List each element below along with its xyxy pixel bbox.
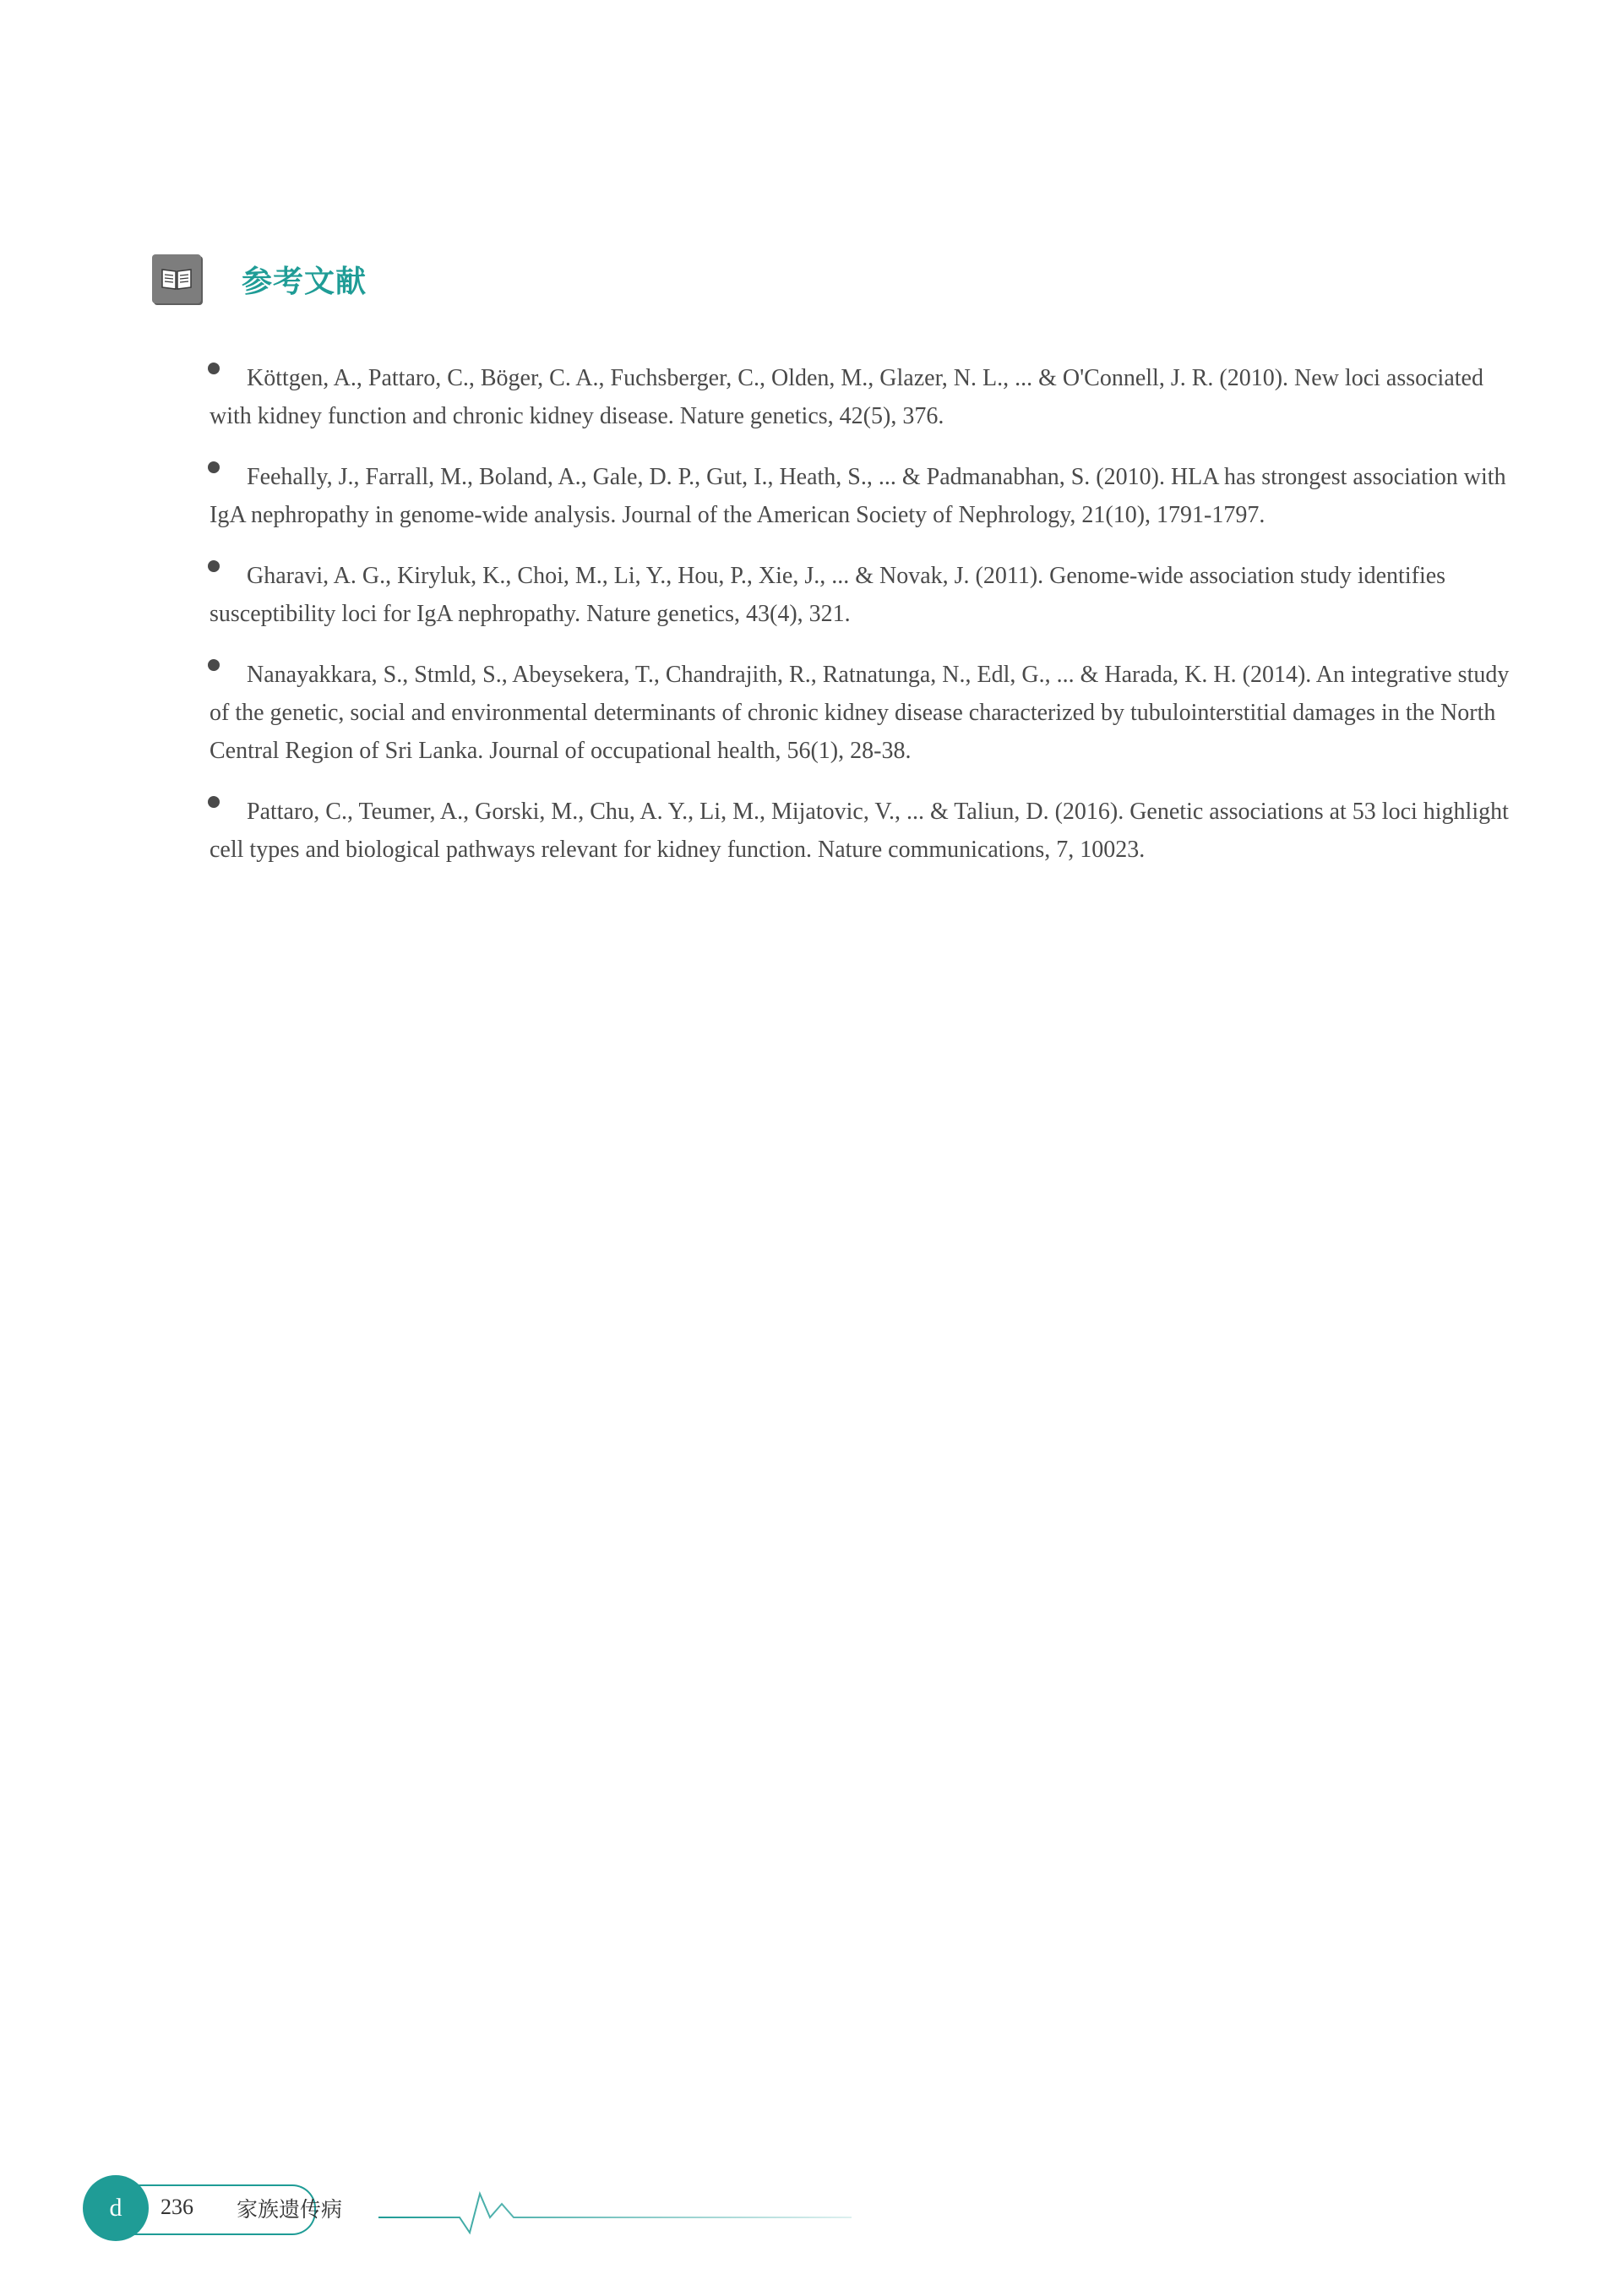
reference-item (210, 656, 1527, 770)
heartbeat-line-icon (378, 2179, 852, 2238)
section-title: 参考文献 (242, 264, 367, 299)
reference-text: Gharavi, A. G., Kiryluk, K., Choi, M., Li, Y., Hou, P., Xie, J., ... & Novak, J. (2011). Genome-wide association study identifies susceptibility loci for IgA nephropathy. Nature genetics, 43(4), 321. (210, 563, 1446, 627)
reference-list (210, 359, 1527, 892)
open-book-icon (152, 254, 201, 303)
bullet-icon (208, 363, 220, 374)
reference-item (210, 557, 1527, 633)
reference-text: Feehally, J., Farrall, M., Boland, A., Gale, D. P., Gut, I., Heath, S., ... & Padmanabhan, S. (2010). HLA has strongest association with IgA nephropathy in genome-wide analysis. Journal of the American Society of Nephrology, 21(10), 1791-1797. (210, 464, 1506, 528)
reference-text: Nanayakkara, S., Stmld, S., Abeysekera, T., Chandrajith, R., Ratnatunga, N., Edl, G., ... & Harada, K. H. (2014). An integrative study of the genetic, social and environmental determinants of chronic kidney disease characterized by tubulointerstitial damages in the North Central Region of Sri Lanka. Journal of occupational health, 56(1), 28-38. (210, 662, 1510, 764)
bullet-icon (208, 659, 220, 671)
section-header (152, 254, 367, 304)
page-letter-badge: d (83, 2175, 149, 2241)
page-footer (83, 2170, 826, 2246)
page-number: 236 (161, 2195, 193, 2219)
reference-item (210, 359, 1527, 435)
bullet-icon (208, 796, 220, 808)
bullet-icon (208, 560, 220, 572)
reference-item (210, 458, 1527, 534)
reference-item (210, 793, 1527, 869)
running-title: 家族遗传病 (237, 2197, 343, 2222)
bullet-icon (208, 461, 220, 473)
reference-text: Pattaro, C., Teumer, A., Gorski, M., Chu, A. Y., Li, M., Mijatovic, V., ... & Taliun, D. (2016). Genetic associations at 53 loci highlight cell types and biological pathways relevant for kidney function. Nature communications, 7, 10023. (210, 799, 1509, 863)
reference-text: Köttgen, A., Pattaro, C., Böger, C. A., Fuchsberger, C., Olden, M., Glazer, N. L., ... & O'Connell, J. R. (2010). New loci associated with kidney function and chronic kidney disease. Nature genetics, 42(5), 376. (210, 365, 1483, 429)
